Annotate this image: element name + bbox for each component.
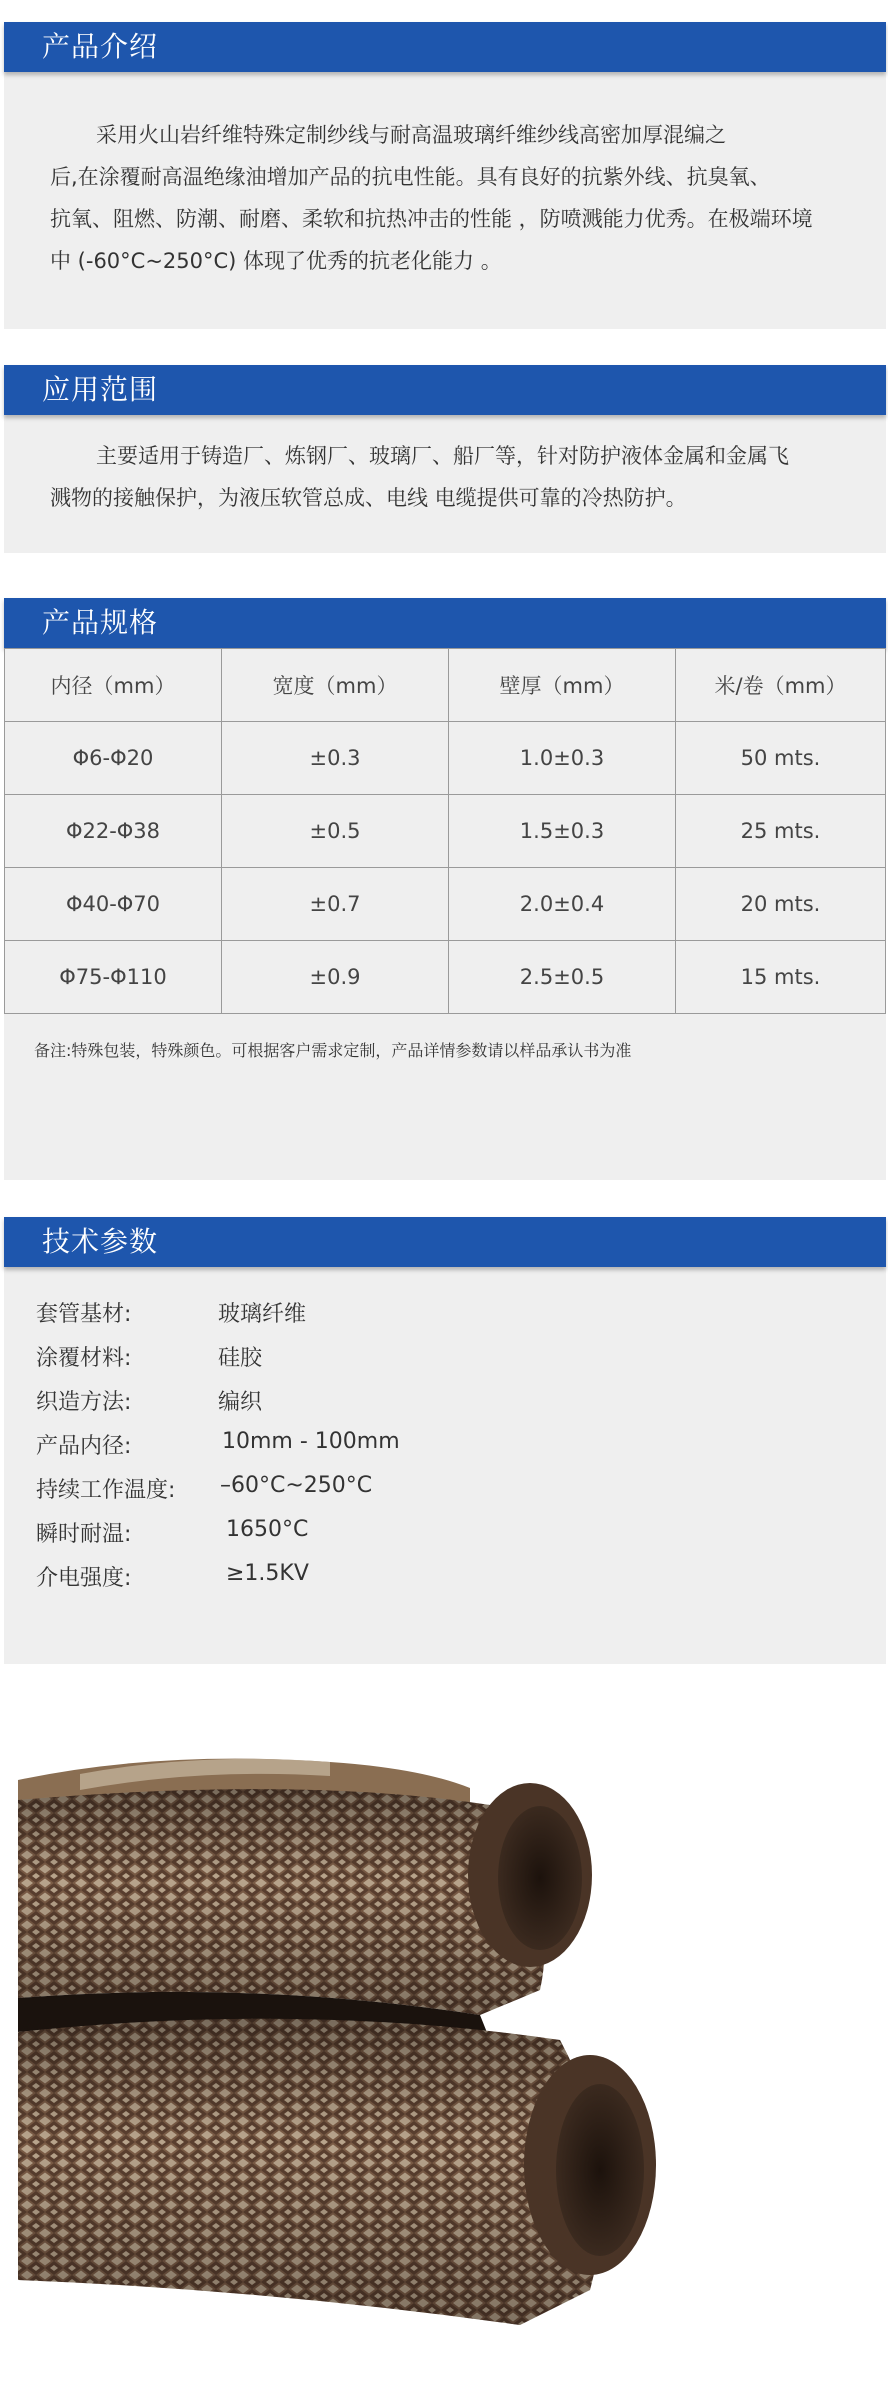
param-value: ≥1.5KV <box>226 1561 309 1586</box>
specs-header-cell: 宽度（mm） <box>222 649 449 722</box>
table-cell: 2.0±0.4 <box>449 868 676 941</box>
specs-section <box>4 598 886 1180</box>
scope-line: 主要适用于铸造厂、炼钢厂、玻璃厂、船厂等，针对防护液体金属和金属飞 <box>96 444 789 468</box>
table-cell: ±0.5 <box>222 795 449 868</box>
table-cell: 25 mts. <box>676 795 886 868</box>
param-key: 织造方法: <box>36 1390 132 1415</box>
table-row <box>5 941 886 1014</box>
intro-section <box>4 22 886 329</box>
table-cell: Φ75-Φ110 <box>5 941 222 1014</box>
product-photo <box>0 1680 888 2393</box>
specs-note: 备注:特殊包装，特殊颜色。可根据客户需求定制，产品详情参数请以样品承认书为准 <box>34 1041 632 1060</box>
table-cell: Φ6-Φ20 <box>5 722 222 795</box>
scope-section <box>4 365 886 553</box>
table-cell: 50 mts. <box>676 722 886 795</box>
specs-header-bar <box>4 598 886 648</box>
intro-line: 采用火山岩纤维特殊定制纱线与耐高温玻璃纤维纱线高密加厚混编之 <box>96 123 726 147</box>
tech-header-bar <box>4 1217 886 1267</box>
specs-header-cell: 壁厚（mm） <box>449 649 676 722</box>
specs-table <box>4 648 886 1014</box>
tech-section <box>4 1217 886 1664</box>
param-value: 1650°C <box>226 1517 309 1542</box>
tech-title: 技术参数 <box>42 1225 159 1258</box>
intro-text <box>50 114 850 282</box>
scope-text <box>50 435 850 519</box>
specs-header-cell: 内径（mm） <box>5 649 222 722</box>
braided-sleeve-illustration <box>0 1680 888 2393</box>
param-key: 介电强度: <box>36 1566 132 1591</box>
specs-title: 产品规格 <box>42 606 159 639</box>
table-cell: Φ22-Φ38 <box>5 795 222 868</box>
table-cell: Φ40-Φ70 <box>5 868 222 941</box>
table-cell: 1.0±0.3 <box>449 722 676 795</box>
intro-title: 产品介绍 <box>42 30 159 63</box>
table-cell: 2.5±0.5 <box>449 941 676 1014</box>
param-value: 硅胶 <box>218 1346 263 1371</box>
scope-header-bar <box>4 365 886 415</box>
scope-line: 溅物的接触保护，为液压软管总成、电线 电缆提供可靠的冷热防护。 <box>50 486 687 510</box>
intro-line: 中 (-60°C~250°C) 体现了优秀的抗老化能力 。 <box>50 249 502 273</box>
param-key: 涂覆材料: <box>36 1346 132 1371</box>
param-value: –60°C~250°C <box>220 1473 373 1498</box>
table-row <box>5 868 886 941</box>
param-key: 套管基材: <box>36 1302 132 1327</box>
param-key: 持续工作温度: <box>36 1478 176 1503</box>
table-cell: 1.5±0.3 <box>449 795 676 868</box>
param-value: 玻璃纤维 <box>218 1302 307 1327</box>
specs-header-row <box>5 649 886 722</box>
intro-line: 抗氧、阻燃、防潮、耐磨、柔软和抗热冲击的性能 ，防喷溅能力优秀。在极端环境 <box>50 207 813 231</box>
scope-title: 应用范围 <box>42 373 159 406</box>
param-value: 10mm - 100mm <box>222 1429 400 1454</box>
table-cell: 20 mts. <box>676 868 886 941</box>
table-cell: 15 mts. <box>676 941 886 1014</box>
param-key: 产品内径: <box>36 1434 132 1459</box>
intro-header-bar <box>4 22 886 72</box>
specs-header-cell: 米/卷（mm） <box>676 649 886 722</box>
param-key: 瞬时耐温: <box>36 1522 132 1547</box>
table-cell: ±0.7 <box>222 868 449 941</box>
table-row <box>5 795 886 868</box>
intro-line: 后,在涂覆耐高温绝缘油增加产品的抗电性能。具有良好的抗紫外线、抗臭氧、 <box>50 165 771 189</box>
param-value: 编织 <box>218 1390 263 1415</box>
table-cell: ±0.3 <box>222 722 449 795</box>
table-row <box>5 722 886 795</box>
table-cell: ±0.9 <box>222 941 449 1014</box>
